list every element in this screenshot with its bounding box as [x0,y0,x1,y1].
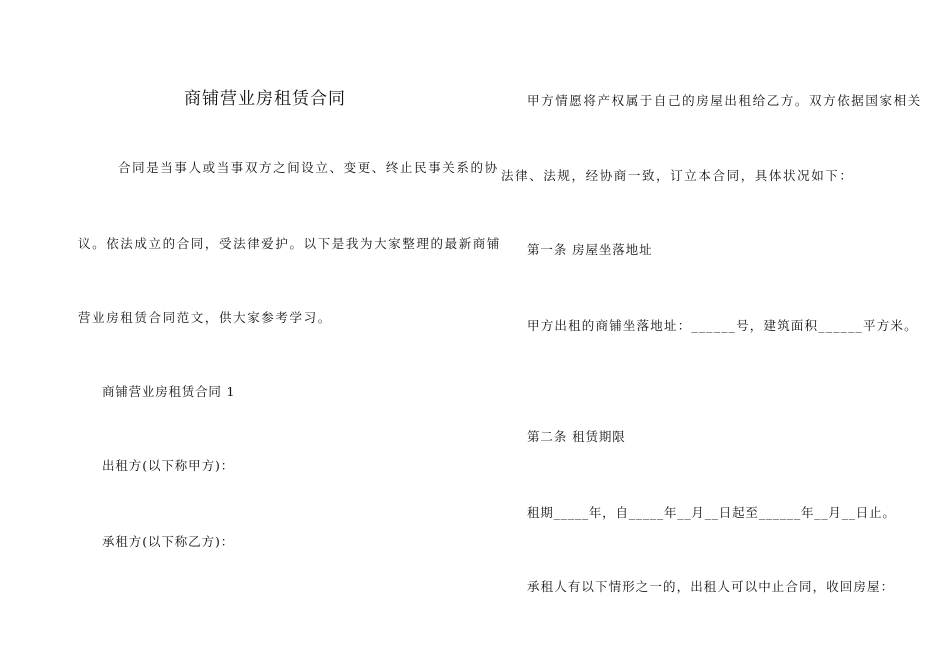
preamble-line-2: 法律、法规，经协商一致，订立本合同，具体状况如下： [501,168,854,183]
article-2-heading: 第二条 租赁期限 [527,429,626,444]
lessee-line: 承租方(以下称乙方)： [102,534,235,549]
intro-paragraph-line-2: 议。依法成立的合同，受法律爱护。以下是我为大家整理的最新商铺 [78,236,502,251]
article-1-heading: 第一条 房屋坐落地址 [527,242,653,257]
article-2-clause: 承租人有以下情形之一的，出租人可以中止合同，收回房屋： [527,579,895,594]
preamble-line-1: 甲方情愿将产权属于自己的房屋出租给乙方。双方依据国家相关 [527,93,922,108]
article-2-text: 租期_____年，自_____年__月__日起至______年__月__日止。 [527,505,896,520]
intro-paragraph-line-1: 合同是当事人或当事双方之间设立、变更、终止民事关系的协 [118,160,499,175]
lessor-line: 出租方(以下称甲方)： [102,458,235,473]
contract-subtitle: 商铺营业房租赁合同 1 [102,384,236,399]
article-1-text: 甲方出租的商铺坐落地址：______号，建筑面积______平方米。 [527,318,918,333]
page-title: 商铺营业房租赁合同 [184,89,346,109]
intro-paragraph-line-3: 营业房租赁合同范文，供大家参考学习。 [78,310,332,325]
